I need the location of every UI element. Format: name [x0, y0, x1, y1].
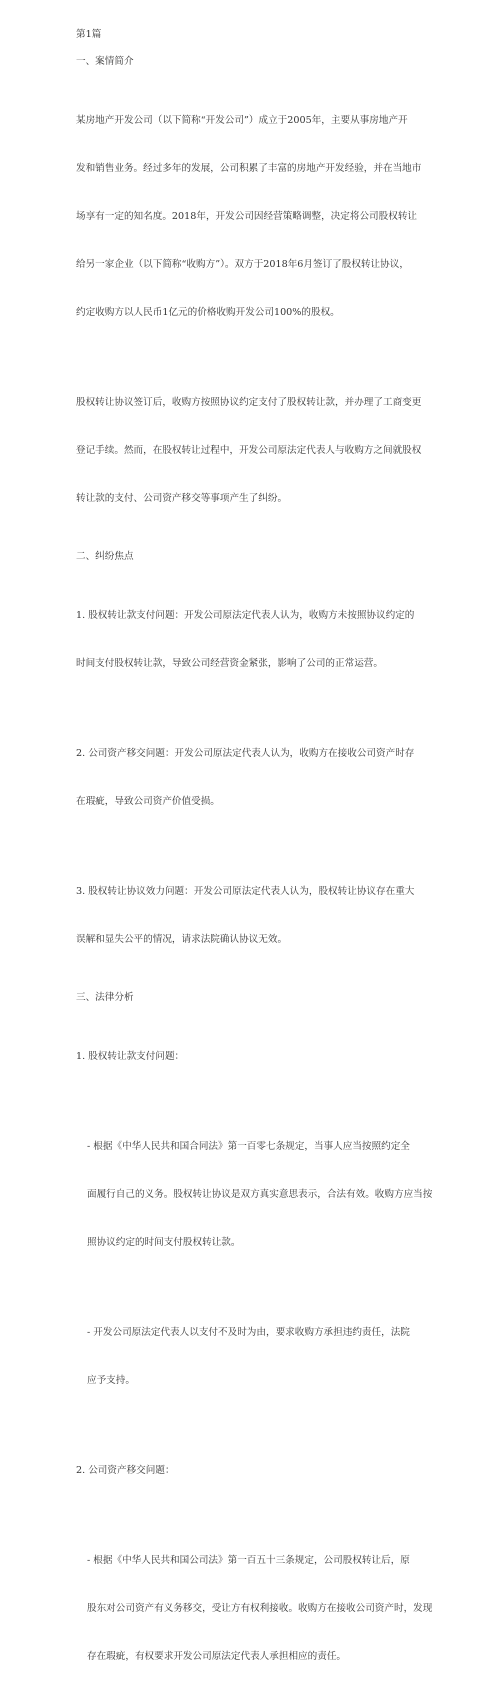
paragraph — [76, 81, 464, 353]
text-line: - 根据《中华人民共和国合同法》第一百零七条规定，当事人应当按照约定全 — [87, 1141, 410, 1152]
text-line: 给另一家企业（以下简称“收购方”）。双方于2018年6月签订了股权转让协议， — [76, 259, 409, 270]
sub-item — [76, 1521, 464, 1697]
text-line: - 根据《中华人民共和国公司法》第一百五十三条规定，公司股权转让后，原 — [87, 1555, 410, 1566]
text-line: 1. 股权转让款支付问题： — [76, 1051, 185, 1062]
text-line: 场享有一定的知名度。2018年，开发公司因经营策略调整，决定将公司股权转让 — [76, 211, 418, 222]
page-label: 第1篇 — [76, 29, 102, 40]
text-line: 面履行自己的义务。股权转让协议是双方真实意思表示，合法有效。收购方应当按 — [87, 1189, 433, 1200]
section-dispute-focus — [76, 549, 464, 980]
text-line: 照协议约定的时间支付股权转让款。 — [87, 1237, 241, 1248]
text-line: - 开发公司原法定代表人以支付不及时为由，要求收购方承担违约责任，法院 — [87, 1327, 410, 1338]
list-item — [76, 1017, 464, 1097]
section-heading: 二、纠纷焦点 — [76, 551, 134, 562]
sub-item — [76, 1293, 464, 1421]
paragraph — [76, 363, 464, 539]
list-item — [76, 714, 464, 842]
text-line: 误解和显失公平的情况，请求法院确认协议无效。 — [76, 934, 288, 945]
sub-item — [76, 1107, 464, 1283]
text-line: 登记手续。然而，在股权转让过程中，开发公司原法定代表人与收购方之间就股权 — [76, 445, 422, 456]
text-line: 应予支持。 — [87, 1375, 135, 1386]
list-item — [76, 576, 464, 704]
section-heading: 三、法律分析 — [76, 992, 134, 1003]
text-line: 存在瑕疵，有权要求开发公司原法定代表人承担相应的责任。 — [87, 1651, 347, 1662]
section-heading: 一、案情简介 — [76, 56, 134, 67]
text-line: 股东对公司资产有义务移交，受让方有权利接收。收购方在接收公司资产时，发现 — [87, 1603, 433, 1614]
text-line: 2. 公司资产移交问题： — [76, 1465, 175, 1476]
text-line: 时间支付股权转让款，导致公司经营资金紧张，影响了公司的正常运营。 — [76, 658, 383, 669]
text-line: 某房地产开发公司（以下简称“开发公司”）成立于2005年，主要从事房地产开 — [76, 115, 408, 126]
list-item — [76, 852, 464, 980]
text-line: 发和销售业务。经过多年的发展，公司积累了丰富的房地产开发经验，并在当地市 — [76, 163, 422, 174]
text-line: 1. 股权转让款支付问题：开发公司原法定代表人认为，收购方未按照协议约定的 — [76, 610, 415, 621]
list-item — [76, 1431, 464, 1511]
text-line: 2. 公司资产移交问题：开发公司原法定代表人认为，收购方在接收公司资产时存 — [76, 748, 415, 759]
section-case-summary — [76, 54, 464, 539]
text-line: 在瑕疵，导致公司资产价值受损。 — [76, 796, 220, 807]
text-line: 3. 股权转让协议效力问题：开发公司原法定代表人认为，股权转让协议存在重大 — [76, 886, 415, 897]
section-legal-analysis — [76, 990, 464, 1697]
text-line: 约定收购方以人民币1亿元的价格收购开发公司100%的股权。 — [76, 307, 340, 318]
text-line: 股权转让协议签订后，收购方按照协议约定支付了股权转让款，并办理了工商变更 — [76, 397, 422, 408]
text-line: 转让款的支付、公司资产移交等事项产生了纠纷。 — [76, 493, 288, 504]
